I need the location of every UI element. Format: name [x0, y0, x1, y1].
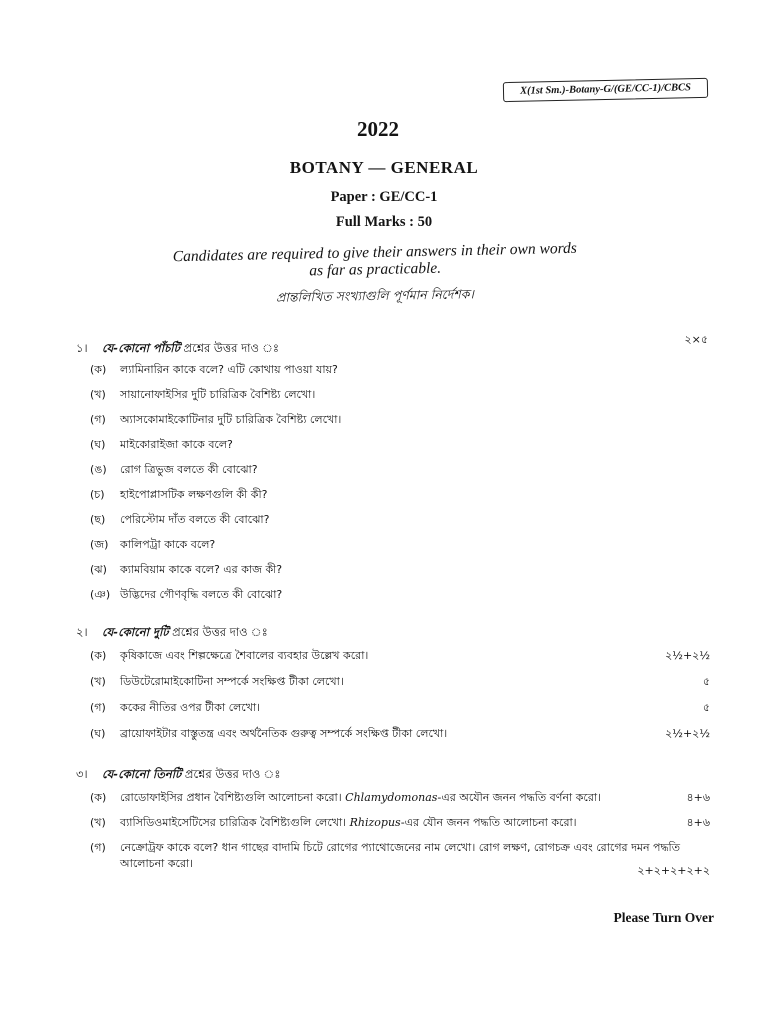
question-1-item-c	[90, 412, 710, 428]
item-marks: ২+২+২+২+২	[637, 864, 710, 877]
exam-year: 2022	[357, 117, 399, 141]
item-marks: ৫	[702, 701, 710, 714]
question-1-item-f	[90, 487, 710, 503]
question-1-item-d	[90, 437, 710, 453]
question-1-item-j	[90, 587, 710, 603]
question-3-heading	[76, 766, 280, 785]
full-marks: Full Marks : 50	[335, 214, 433, 230]
instruction-bengali: প্রান্তলিখিত সংখ্যাগুলি পূর্ণমান নির্দেশক।	[275, 286, 475, 305]
item-text	[120, 790, 660, 806]
item-latin-name: Chlamydomonas	[345, 791, 438, 804]
question-2-item-c	[90, 700, 710, 716]
question-number: ২।	[76, 625, 88, 639]
item-label: (ঙ)	[90, 463, 107, 476]
item-label: (জ)	[90, 538, 109, 551]
item-text: অ্যাসকোমাইকোটিনার দুটি চারিত্রিক বৈশিষ্ট্য লেখো।	[120, 413, 342, 426]
instruction-line-1: Candidates are required to give their answers in their own words	[172, 239, 578, 266]
question-number: ৩।	[76, 767, 88, 781]
item-label: (খ)	[90, 388, 106, 401]
paper-code: Paper : GE/CC-1	[330, 189, 438, 205]
question-1-marks: ২×৫	[684, 333, 708, 346]
item-text: কৃষিকাজে এবং শিল্পক্ষেত্রে শৈবালের ব্যবহার উল্লেখ করো।	[120, 649, 369, 662]
item-label: (গ)	[90, 841, 106, 854]
question-3-item-c	[90, 840, 710, 877]
question-2-item-b	[90, 674, 710, 690]
item-label: (গ)	[90, 701, 106, 714]
item-text-part-2: -এর যৌন জনন পদ্ধতি আলোচনা করো।	[400, 816, 577, 829]
item-text: উদ্ভিদের গৌণবৃদ্ধি বলতে কী বোঝো?	[120, 588, 283, 601]
question-2-item-a	[90, 648, 710, 664]
item-label: (ঘ)	[90, 727, 106, 740]
question-suffix: প্রশ্নের উত্তর দাও ঃ	[168, 625, 268, 639]
question-prefix: যে-কোনো তিনটি	[102, 767, 182, 781]
question-1-item-a	[90, 362, 710, 378]
item-label: (ছ)	[90, 513, 106, 526]
question-number: ১।	[76, 341, 88, 355]
item-label: (ঞ)	[90, 588, 111, 601]
question-prefix: যে-কোনো দুটি	[102, 625, 169, 639]
question-3-item-a	[90, 790, 710, 806]
item-label: (গ)	[90, 413, 106, 426]
item-marks: ২½+২½	[665, 649, 710, 662]
instruction-line-2: as far as practicable.	[309, 259, 442, 280]
item-label: (ক)	[90, 791, 107, 804]
question-2-item-d	[90, 726, 710, 742]
item-label: (ঘ)	[90, 438, 106, 451]
item-text-part-1: রোডোফাইসির প্রধান বৈশিষ্ট্যগুলি আলোচনা করো।	[120, 791, 346, 804]
item-text	[120, 815, 660, 831]
item-marks: ৪+৬	[686, 816, 710, 829]
item-label: (খ)	[90, 816, 106, 829]
item-text-part-1: নেক্রোট্রফ কাকে বলে? ধান গাছের বাদামি চিটে রোগের প্যাথোজেনের নাম লেখো। রোগ লক্ষণ, রোগচক্র এবং রোগের দমন পদ্ধতি আলোচনা করো।	[120, 841, 680, 870]
item-marks: ২½+২½	[665, 727, 710, 740]
item-text: ক্যামবিয়াম কাকে বলে? এর কাজ কী?	[120, 563, 283, 576]
question-1-item-g	[90, 512, 710, 528]
question-1-item-b	[90, 387, 710, 403]
paper-code-box: X(1st Sm.)-Botany-G/(GE/CC-1)/CBCS	[503, 78, 708, 102]
question-3-item-b	[90, 815, 710, 831]
item-text: ডিউটেরোমাইকোটিনা সম্পর্কে সংক্ষিপ্ত টীকা লেখো।	[120, 675, 344, 688]
item-text: পেরিস্টোম দাঁত বলতে কী বোঝো?	[120, 513, 270, 526]
item-marks: ৪+৬	[686, 791, 710, 804]
please-turn-over: Please Turn Over	[613, 910, 714, 925]
question-suffix: প্রশ্নের উত্তর দাও ঃ	[181, 767, 281, 781]
item-text-part-2: -এর অযৌন জনন পদ্ধতি বর্ণনা করো।	[437, 791, 602, 804]
question-1-item-h	[90, 537, 710, 553]
question-1-item-e	[90, 462, 710, 478]
item-latin-name: Rhizopus	[349, 816, 401, 829]
item-label: (খ)	[90, 675, 106, 688]
question-suffix: প্রশ্নের উত্তর দাও ঃ	[179, 341, 280, 355]
item-text: ককের নীতির ওপর টীকা লেখো।	[120, 701, 261, 714]
item-label: (ক)	[90, 363, 107, 376]
question-1-heading	[76, 340, 279, 359]
question-2-heading	[76, 624, 268, 643]
item-label: (ঝ)	[90, 563, 107, 576]
question-1-item-i	[90, 562, 710, 578]
item-text	[120, 840, 705, 872]
item-label: (ক)	[90, 649, 107, 662]
item-marks: ৫	[702, 675, 710, 688]
item-text-part-1: ব্যাসিডিওমাইসেটিসের চারিত্রিক বৈশিষ্ট্যগুলি লেখো।	[120, 816, 350, 829]
item-text: সায়ানোফাইসির দুটি চারিত্রিক বৈশিষ্ট্য লেখো।	[120, 388, 316, 401]
item-text: ব্রায়োফাইটার বাস্তুতন্ত্র এবং অর্থনৈতিক গুরুত্ব সম্পর্কে সংক্ষিপ্ত টীকা লেখো।	[120, 727, 448, 740]
subject-title: BOTANY — GENERAL	[289, 158, 479, 177]
item-text: হাইপোপ্লাসটিক লক্ষণগুলি কী কী?	[120, 488, 268, 501]
item-label: (চ)	[90, 488, 105, 501]
item-text: ল্যামিনারিন কাকে বলে? এটি কোথায় পাওয়া যায়?	[120, 363, 338, 376]
item-text: কালিপট্রা কাকে বলে?	[120, 538, 216, 551]
instruction-english	[150, 239, 601, 282]
item-text: রোগ ত্রিভুজ বলতে কী বোঝো?	[120, 463, 258, 476]
question-prefix: যে-কোনো পাঁচটি	[102, 341, 180, 355]
item-text: মাইকোরাইজা কাকে বলে?	[120, 438, 233, 451]
